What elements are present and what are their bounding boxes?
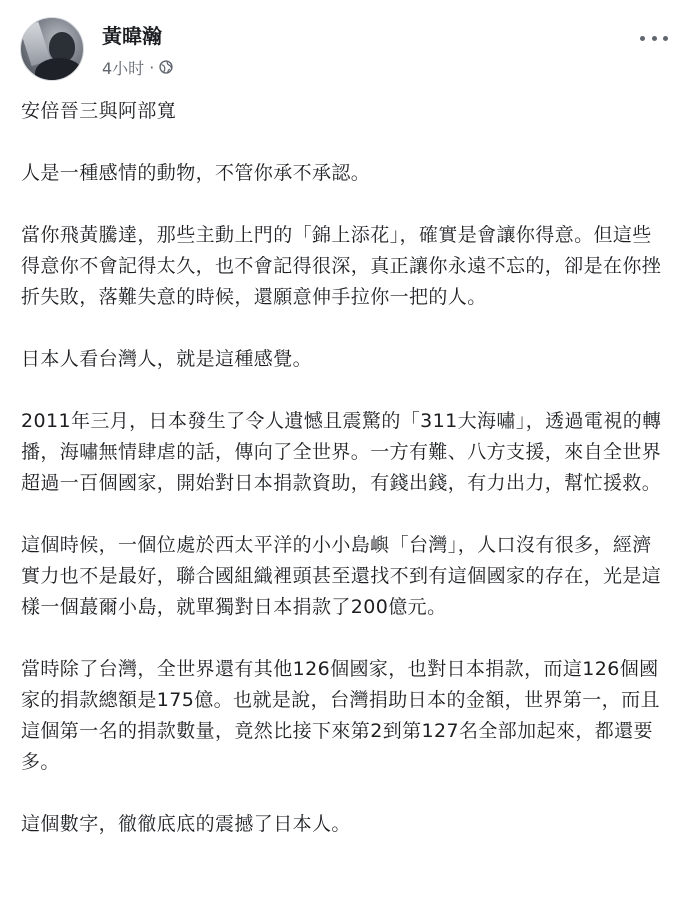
author-name[interactable]: 黃暐瀚 xyxy=(102,24,162,48)
more-options-icon xyxy=(640,36,645,41)
post-body xyxy=(21,96,671,871)
more-options-icon xyxy=(652,36,657,41)
post-paragraph: 人是一種感情的動物，不管你承不承認。 xyxy=(21,162,371,184)
post-paragraph: 當你飛黃騰達，那些主動上門的「錦上添花」，確實是會讓你得意。但這些得意你不會記得太久，也不會記得很深，真正讓你永遠不忘的，卻是在你挫折失敗，落難失意的時候，還願意伸手拉你一把的人。 xyxy=(21,224,662,308)
post-meta xyxy=(102,56,173,78)
avatar[interactable] xyxy=(20,17,84,81)
more-options-button[interactable] xyxy=(640,28,668,48)
meta-separator: · xyxy=(149,57,155,77)
globe-icon[interactable] xyxy=(159,60,173,74)
post-paragraph: 當時除了台灣，全世界還有其他126個國家，也對日本捐款，而這126個國家的捐款總額是175億。也就是說，台灣捐助日本的金額，世界第一，而且這個第一名的捐款數量，竟然比接下來第2到第127名全部加起來，都還要多。 xyxy=(21,658,660,773)
post-paragraph: 2011年三月，日本發生了令人遺憾且震驚的「311大海嘯」，透過電視的轉播，海嘯無情肆虐的話，傳向了全世界。一方有難、八方支援，來自全世界超過一百個國家，開始對日本捐款資助，有錢出錢，有力出力，幫忙援救。 xyxy=(21,410,662,494)
post-paragraph: 這個時候，一個位處於西太平洋的小小島嶼「台灣」，人口沒有很多，經濟實力也不是最好，聯合國組織裡頭甚至還找不到有這個國家的存在，光是這樣一個蕞爾小島，就單獨對日本捐款了200億元。 xyxy=(21,534,662,618)
post-header xyxy=(0,0,690,96)
post-paragraph: 這個數字，徹徹底底的震撼了日本人。 xyxy=(21,813,351,835)
post-paragraph: 日本人看台灣人，就是這種感覺。 xyxy=(21,348,313,370)
post-title: 安倍晉三與阿部寬 xyxy=(21,100,177,122)
post-time[interactable]: 4小时 xyxy=(102,58,145,78)
avatar-body xyxy=(35,58,83,81)
more-options-icon xyxy=(663,36,668,41)
